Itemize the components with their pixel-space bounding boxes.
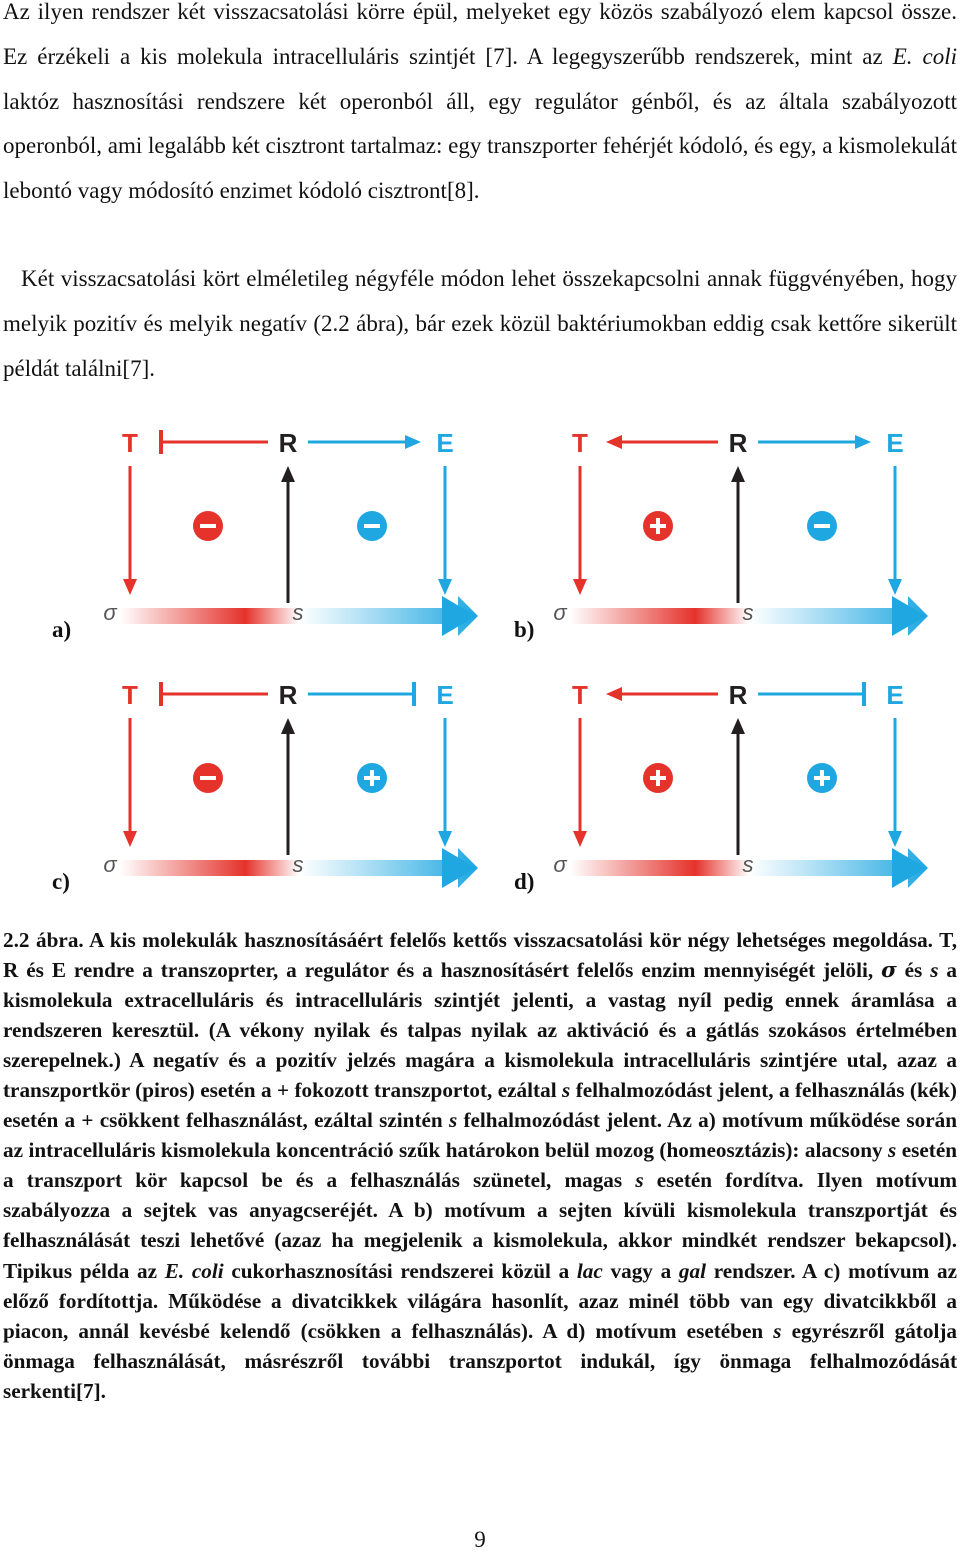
caption-text-4: felhalmozódást jelent, a felhasználás (kék) esetén a + csökkent felhasználást, ezáltal szintén <box>3 1078 957 1133</box>
node-label-e: E <box>886 428 904 458</box>
caption-gal: gal <box>678 1258 706 1283</box>
caption-text-6: esetén a transzport kör kapcsol be és a felhasználás szünetel, magas <box>3 1138 958 1193</box>
caption-s: s <box>562 1078 571 1103</box>
node-label-t: T <box>572 428 588 458</box>
node-label-r: R <box>278 428 298 458</box>
arrow-head <box>731 466 745 482</box>
caption-text-11: egyrészről gátolja önmaga felhasználását, másrészről további transzportot indukál, így önmaga felhalmozódását serkenti[7]. <box>3 1318 957 1403</box>
arrow-head <box>123 579 137 595</box>
panel-label-d: d) <box>514 869 535 894</box>
node-label-e: E <box>436 428 454 458</box>
node-label-t: T <box>572 680 588 710</box>
caption-s: s <box>888 1138 897 1163</box>
feedback-loop-diagram <box>0 420 960 900</box>
arrow-head <box>888 579 902 595</box>
sign-bar <box>200 776 216 780</box>
node-label-t: T <box>122 680 138 710</box>
caption-s: s <box>635 1168 644 1193</box>
panel-label-c: c) <box>52 869 70 894</box>
caption-text-8: cukorhasznosítási rendszerei közül a <box>223 1258 577 1283</box>
node-label-e: E <box>886 680 904 710</box>
sign-bar-vertical <box>656 770 660 786</box>
figure-caption <box>3 925 957 1406</box>
caption-lac: lac <box>576 1258 603 1283</box>
arrow-head <box>888 831 902 847</box>
arrow-head <box>606 687 622 701</box>
panel-label-a: a) <box>52 617 72 642</box>
paragraph-1-part-1: Az ilyen rendszer két visszacsatolási körre épül, melyeket egy közös szabályozó elem kapcsol össze. Ez érzékeli a kis molekula intracelluláris szintjét [7]. A legegyszerűbb rendszerek, mint az <box>3 0 957 69</box>
figure-2-2 <box>0 420 960 900</box>
caption-text-5: felhalmozódást jelent. Az a) motívum működése során az intracelluláris kismolekula koncentráció szűk határokon belül mozog (homeosztázis): alacsony <box>3 1108 957 1163</box>
caption-s: s <box>448 1108 458 1133</box>
arrow-head <box>281 718 295 734</box>
arrow-head <box>438 831 452 847</box>
node-label-t: T <box>122 428 138 458</box>
paragraph-2: Két visszacsatolási kört elméletileg négyféle módon lehet összekapcsolni annak függvényében, hogy melyik pozitív és melyik negatív (2.2 ábra), bár ezek közül baktériumokban eddig csak kettőre sikerült példát találni[7]. <box>3 266 957 381</box>
sign-bar-vertical <box>820 770 824 786</box>
caption-text-7: esetén fordítva. Ilyen motívum szabályozza a sejtek vas anyagcseréjét. A b) motívum a sejten kívüli kismolekula transzportját és felhasználását teszi lehetővé (azaz ha megjelenik a kismolekula, akkor mindkét rendszer bekapcsol). Tipikus példa az <box>3 1168 958 1283</box>
feedback-panel-3 <box>103 680 478 888</box>
sign-bar-vertical <box>370 770 374 786</box>
sigma-label: σ <box>103 852 117 877</box>
paragraph-1-part-2: laktóz hasznosítási rendszere két operonból áll, egy regulátor génből, és az általa szabályozott operonból, ami legalább két cisztront tartalmaz: egy transzporter fehérjét kódoló, és egy, a kismolekulát lebontó vagy módosító enzimet kódoló cisztront[8]. <box>3 88 957 204</box>
arrow-head <box>438 579 452 595</box>
sign-bar-vertical <box>656 518 660 534</box>
arrow-head <box>573 579 587 595</box>
s-label: s <box>742 600 754 625</box>
panel-label-b: b) <box>514 617 535 642</box>
arrow-head <box>281 466 295 482</box>
sign-bar <box>814 524 830 528</box>
caption-text-10: rendszer. A c) motívum az előző fordítottja. Működése a divatcikkek világára hasonlít, azaz minél több van egy divatcikkből a piacon, annál kevésbé kelendő (csökken a felhasználás). A d) motívum esetében <box>3 1258 958 1343</box>
node-label-r: R <box>728 680 748 710</box>
arrow-head <box>405 435 421 449</box>
caption-s: s <box>773 1318 782 1343</box>
node-label-e: E <box>436 680 454 710</box>
feedback-panel-2 <box>553 428 928 636</box>
s-label: s <box>742 852 754 877</box>
node-label-r: R <box>278 680 298 710</box>
sigma-label: σ <box>103 600 117 625</box>
sigma-label: σ <box>553 600 567 625</box>
s-label: s <box>292 852 304 877</box>
arrow-head <box>731 718 745 734</box>
caption-s: s <box>930 958 939 983</box>
caption-text-1: 2.2 ábra. A kis molekulák hasznosításáért felelős kettős visszacsatolási kör négy lehetséges megoldása. T, R és E rendre a transzoprter, a regulátor és a hasznosításért felelős enzim mennyiségét jelöli, <box>3 928 957 983</box>
ecoli-italic: E. coli <box>892 43 957 69</box>
caption-text-2: és <box>896 958 931 983</box>
caption-sigma: σ <box>881 957 897 983</box>
feedback-panel-4 <box>553 680 928 888</box>
sigma-label: σ <box>553 852 567 877</box>
page-number: 9 <box>474 1527 486 1552</box>
arrow-head <box>855 435 871 449</box>
caption-ecoli: E. coli <box>164 1258 224 1283</box>
node-label-r: R <box>728 428 748 458</box>
s-label: s <box>292 600 304 625</box>
sign-bar <box>200 524 216 528</box>
arrow-head <box>123 831 137 847</box>
arrow-head <box>606 435 622 449</box>
caption-text-3: a kismolekula extracelluláris és intracelluláris szintjét jelenti, a vastag nyíl pedig ennek áramlása a rendszeren keresztül. (A vékony nyilak és talpas nyilak az aktiváció és a gátlás szokásos értelmében szerepelnek.) A negatív és a pozitív jelzés magára a kismolekula intracelluláris szintjére utal, azaz a transzportkör (piros) esetén a + fokozott transzportot, ezáltal <box>3 958 958 1103</box>
sign-bar <box>364 524 380 528</box>
feedback-panel-1 <box>103 428 478 636</box>
paragraph-1 <box>3 0 957 214</box>
caption-text-9: vagy a <box>602 1258 679 1283</box>
arrow-head <box>573 831 587 847</box>
